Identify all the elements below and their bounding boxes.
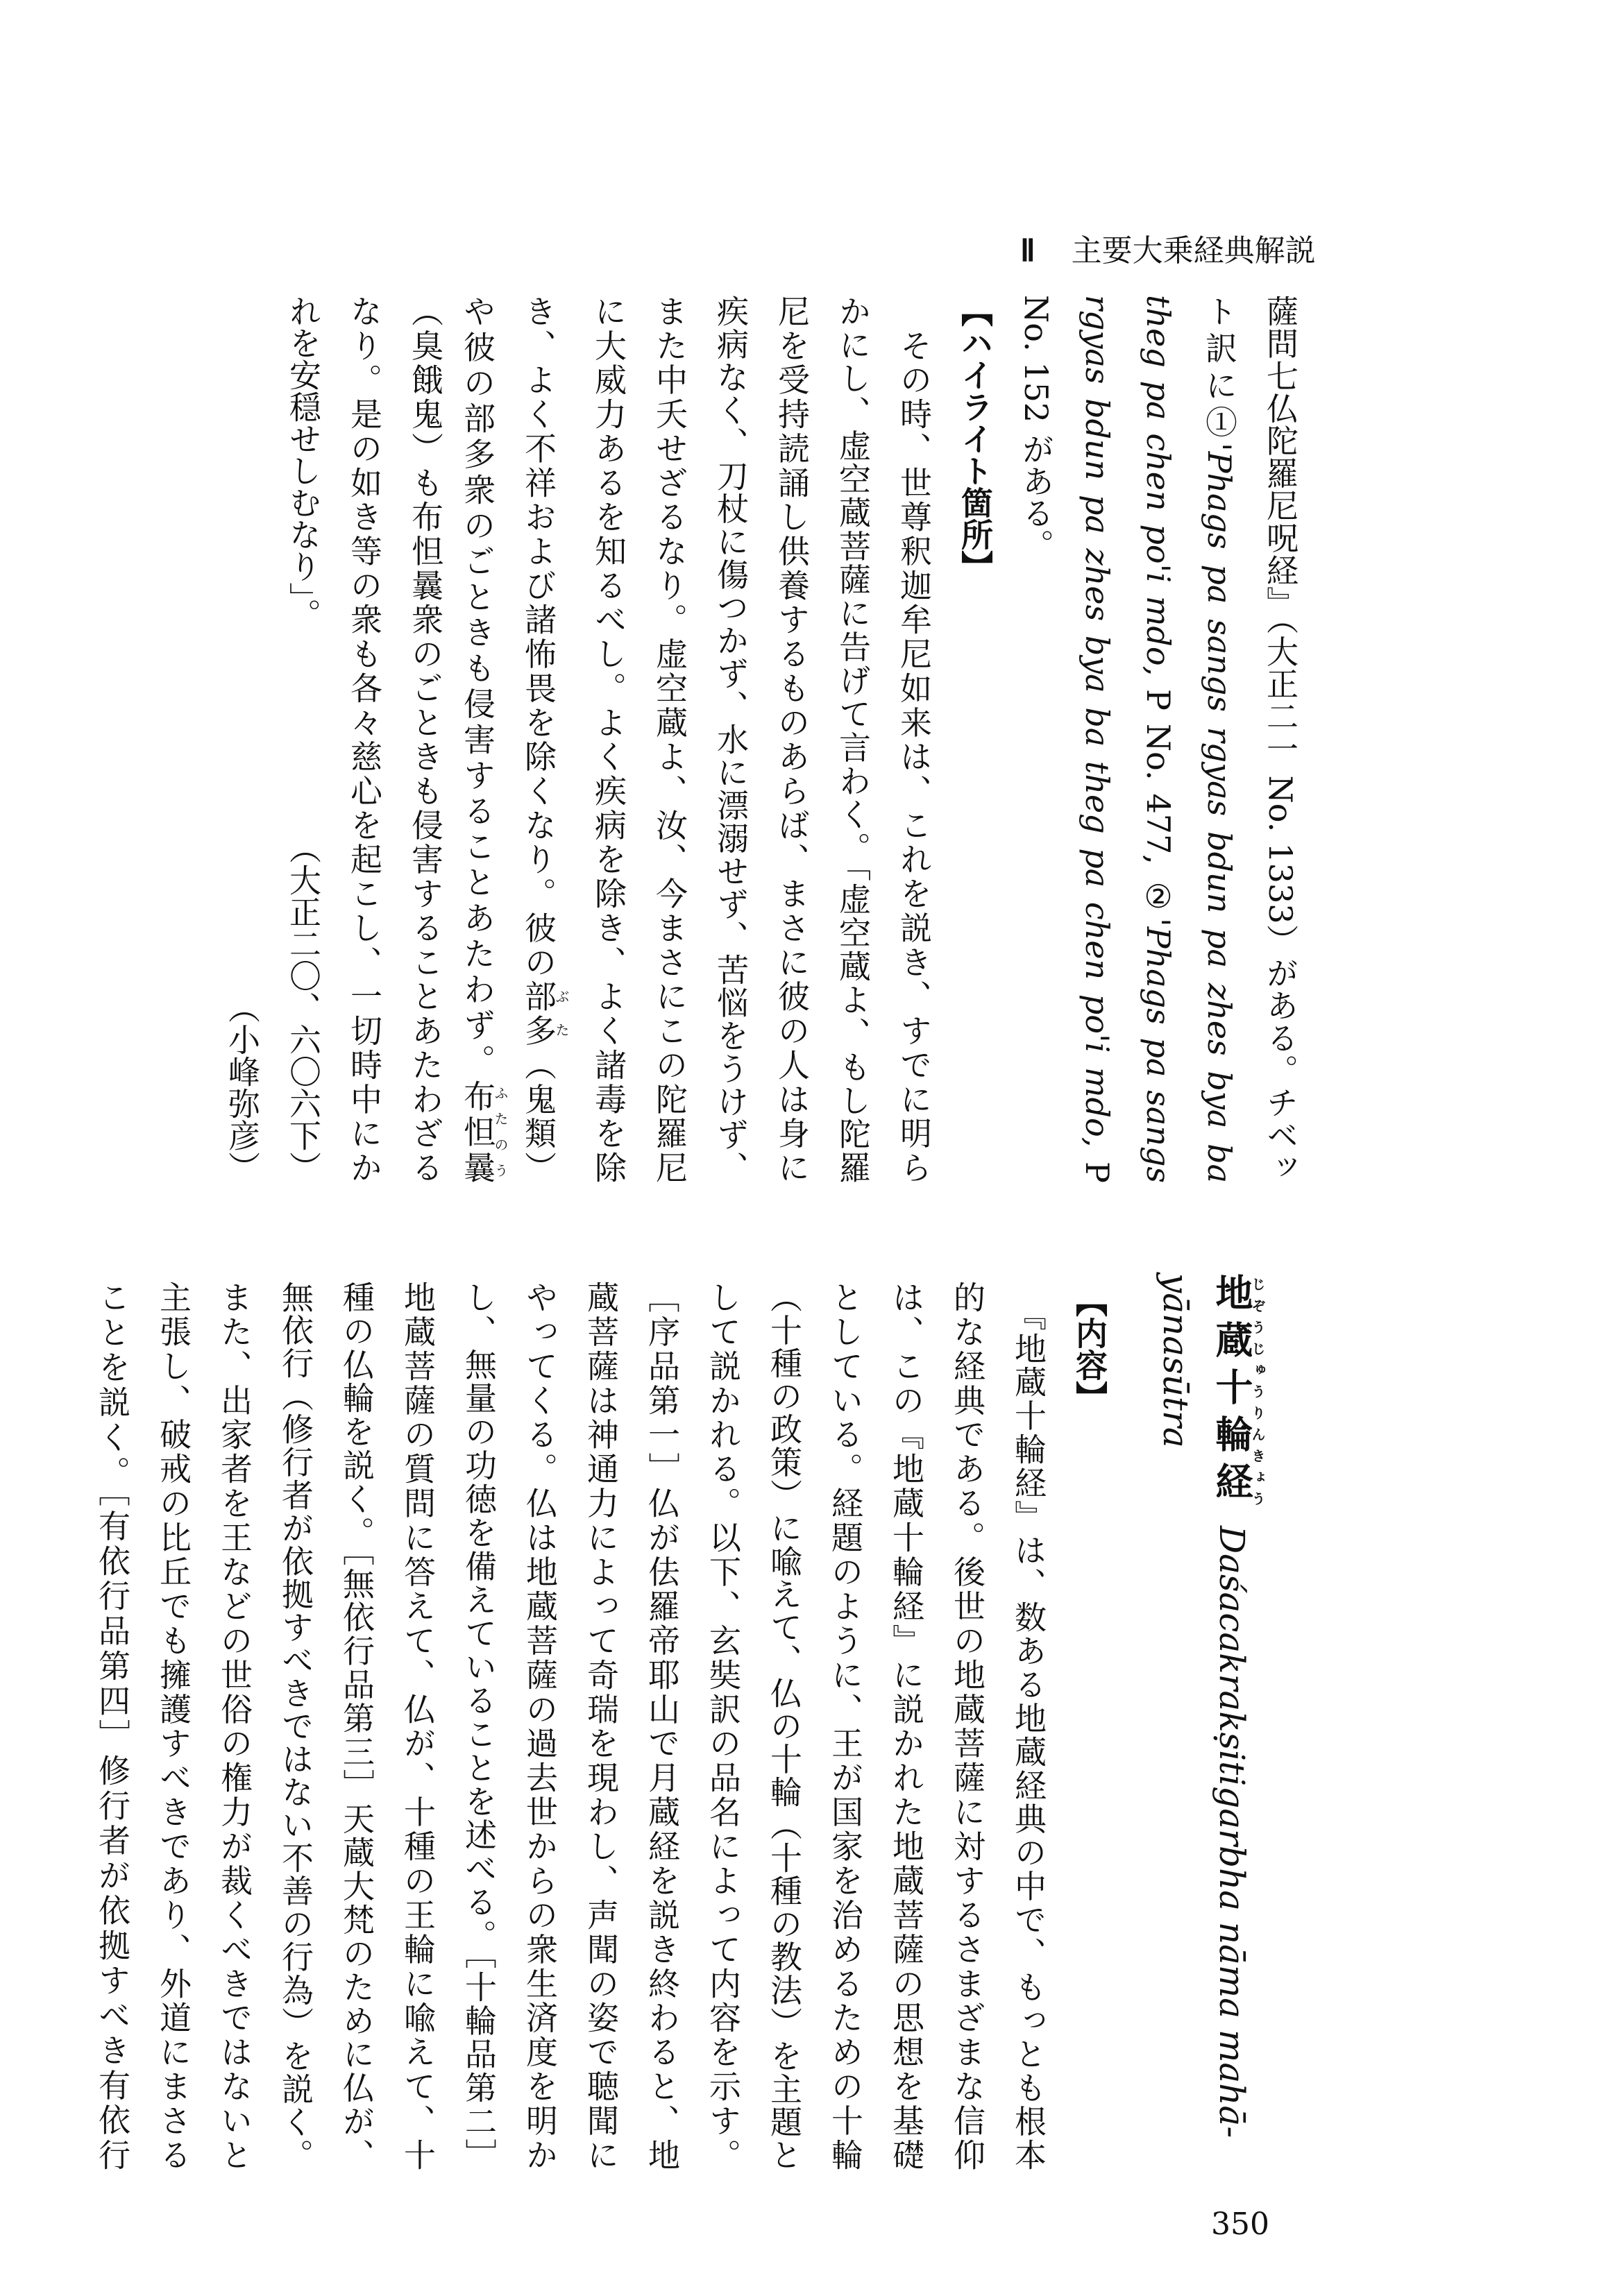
text-column: 薩問七仏陀羅尼呪経』（大正二一 No. 1333）がある。チベッ <box>1262 295 1299 1183</box>
text-column: して説かれる。以下、玄奘訳の品名によって内容を示す。 <box>704 1281 742 2170</box>
text-column <box>1137 295 1179 1183</box>
text-column: やってくる。仏は地蔵菩薩の過去世からの衆生済度を明か <box>521 1281 559 2170</box>
entry-title-ruby <box>1210 1273 1266 1509</box>
text-column <box>1199 295 1240 1183</box>
tibetan-title: rgyas bdun pa zhes bya ba theg pa chen po'i mdo, <box>1079 295 1116 1148</box>
text-column: 疾病なく、刀杖に傷つかず、水に漂溺せず、苦悩をうけず、 <box>712 295 750 1183</box>
tibetan-title: theg pa chen po'i mdo, <box>1140 295 1177 677</box>
text-column <box>459 295 509 1184</box>
text-column: （十種の政策）に喩えて、仏の十輪（十種の教法）を主題と <box>766 1281 803 2170</box>
text-column: に大威力あるを知るべし。よく疾病を除き、よく諸毒を除 <box>590 295 627 1183</box>
page-number: 350 <box>1211 2206 1269 2242</box>
ruby-reading: ふたのう <box>492 1080 509 1183</box>
ruby-word <box>459 1080 509 1184</box>
section-numeral: Ⅱ <box>1020 234 1035 268</box>
running-header <box>1020 226 1316 270</box>
section-heading-highlight: 【ハイライト箇所】 <box>956 295 994 582</box>
text-column: としている。経題のように、王が国家を治めるための十輪 <box>827 1281 864 2171</box>
entry-title-sanskrit-cont: yānasūtra <box>1156 1273 1196 1448</box>
text-column: 尼を受持読誦し供養するものあらば、まさに彼の人は身に <box>773 295 811 1183</box>
text-column: 無依行（修行者が依拠すべきではない不善の行為）を説く。 <box>277 1281 314 2170</box>
text-column: 的な経典である。後世の地蔵菩薩に対するさまざまな信仰 <box>949 1281 986 2170</box>
entry-title-japanese: 地蔵十輪経 <box>1210 1273 1254 1509</box>
text-column: （臭餓鬼）も布怛曩衆のごときも侵害することあたわざる <box>407 295 444 1183</box>
ruby-base: 布怛曩 <box>459 1080 496 1184</box>
tibetan-title: 'Phags pa sangs rgyas bdun pa zhes bya ba <box>1201 442 1238 1183</box>
entry-title <box>1209 1273 1264 2163</box>
text-column: 種の仏輪を説く。［無依行品第三］天蔵大梵のために仏が、 <box>338 1281 375 2170</box>
text-segment: P <box>1079 1147 1116 1183</box>
text-segment: や彼の部多衆のごときも侵害することあたわず。 <box>459 295 496 1080</box>
text-column: かにし、虚空蔵菩薩に告げて言わく。「虚空蔵よ、もし陀羅 <box>834 295 872 1183</box>
text-column: 主張し、破戒の比丘でも擁護すべきであり、外道にまさる <box>155 1281 192 2170</box>
ruby-base: 部多 <box>520 980 557 1048</box>
text-column: また、出家者を王などの世俗の権力が裁くべきではないと <box>216 1281 253 2170</box>
text-column <box>1076 295 1118 1183</box>
text-column: 地蔵菩薩の質問に答えて、仏が、十種の王輪に喩えて、十 <box>399 1281 437 2170</box>
section-title: 主要大乗経典解説 <box>1071 233 1316 269</box>
text-column: れを安穏せしむなり」。 <box>285 295 322 630</box>
text-column: ［序品第一］仏が佉羅帝耶山で月蔵経を説き終わると、地 <box>643 1281 681 2170</box>
text-column: は、この『地蔵十輪経』に説かれた地蔵菩薩の思想を基礎 <box>888 1281 925 2170</box>
text-segment: （鬼類） <box>520 1048 557 1184</box>
tibetan-title: 'Phags pa sangs <box>1140 918 1177 1183</box>
text-column: 蔵菩薩は神通力によって奇瑞を現わし、声聞の姿で聴聞に <box>582 1281 620 2170</box>
text-column: なり。是の如き等の衆も各々慈心を起こし、一切時中にか <box>346 295 383 1183</box>
text-column: No. 152 がある。 <box>1017 295 1055 561</box>
citation: （大正二〇、六〇六下） <box>285 832 322 1183</box>
ruby-word <box>520 980 570 1048</box>
entry-title-sanskrit: Daśacakrakṣitigarbha nāma mahā- <box>1212 1526 1252 2138</box>
text-column <box>520 295 570 1184</box>
text-column: ことを説く。［有依行品第四］修行者が依拠すべき有依行 <box>94 1281 131 2170</box>
author-credit: （小峰弥彦） <box>223 992 261 1183</box>
ruby-reading: ぶた <box>553 980 570 1046</box>
text-column: また中夭せざるなり。虚空蔵よ、汝、今まさにこの陀羅尼 <box>651 295 688 1183</box>
text-segment: き、よく不祥および諸怖畏を除くなり。彼の <box>520 295 557 980</box>
text-column: その時、世尊釈迦牟尼如来は、これを説き、すでに明ら <box>895 295 933 1183</box>
text-segment: P No. 477, ② <box>1140 676 1177 918</box>
text-column: 『地蔵十輪経』は、数ある地蔵経典の中で、もっとも根本 <box>1010 1281 1047 2170</box>
section-heading-content: 【内容】 <box>1071 1285 1108 1413</box>
entry-title-reading: じぞうじゅうりんきょう <box>1249 1273 1266 1509</box>
text-segment: ト訳に① <box>1201 295 1238 443</box>
text-column: し、無量の功徳を備えていることを述べる。［十輪品第二］ <box>460 1281 498 2170</box>
